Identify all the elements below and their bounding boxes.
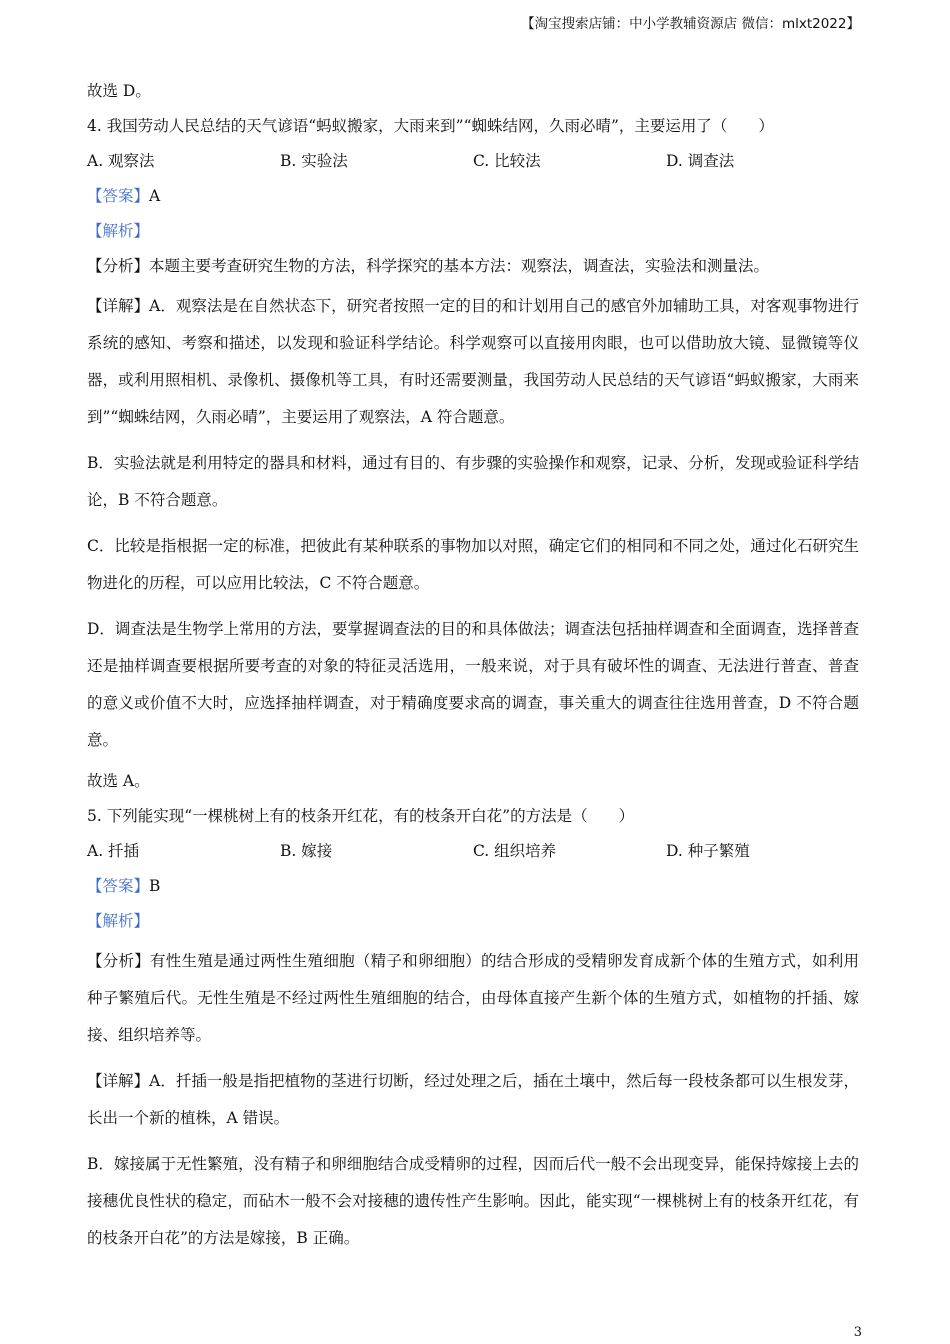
q5-detail-a xyxy=(87,1063,859,1137)
q4-option-a: A. 观察法 xyxy=(87,152,155,170)
q4-detail-d: D．调查法是生物学上常用的方法，要掌握调查法的目的和具体做法；调查法包括抽样调查和全面调查，选择普查还是抽样调查要根据所要考查的对象的特征灵活选用，一般来说，对于具有破坏性的调查、无法进行普查、普查的意义或价值不大时，应选择抽样调查，对于精确度要求高的调查，事关重大的调查往往选用普查，D 不符合题意。 xyxy=(87,620,859,749)
q5-option-b: B. 嫁接 xyxy=(280,842,333,860)
q5-option-c: C. 组织培养 xyxy=(473,842,557,860)
q4-answer xyxy=(87,183,859,209)
page-number: 3 xyxy=(853,1325,862,1340)
q5-stem: 5. 下列能实现“一棵桃树上有的枝条开红花，有的枝条开白花”的方法是（ ） xyxy=(87,807,635,825)
q4-option-d: D. 调查法 xyxy=(666,152,735,170)
fenxi-text: 本题主要考查研究生物的方法，科学探究的基本方法：观察法，调查法，实验法和测量法。 xyxy=(149,257,770,275)
q4-analysis-tag: 【解析】 xyxy=(87,222,150,240)
document-body xyxy=(87,78,859,1266)
q4-conclusion: 故选 A。 xyxy=(87,772,150,790)
xiangjie-tag: 【详解】 xyxy=(87,297,150,315)
detail-text: A．扦插一般是指把植物的茎进行切断，经过处理之后，插在土壤中，然后每一段枝条都可以生根发芽，长出一个新的植株，A 错误。 xyxy=(87,1072,859,1127)
answer-value: A xyxy=(149,187,161,205)
q5-options xyxy=(87,838,859,864)
q4-option-c: C. 比较法 xyxy=(473,152,541,170)
q4-fenxi xyxy=(87,253,859,279)
q5-option-d: D. 种子繁殖 xyxy=(666,842,750,860)
q4-stem: 4. 我国劳动人民总结的天气谚语“蚂蚁搬家，大雨来到”“蜘蛛结网，久雨必晴”，主要运用了（ ） xyxy=(87,117,774,135)
q4-option-b: B. 实验法 xyxy=(280,152,348,170)
answer-tag: 【答案】 xyxy=(87,187,150,205)
q4-detail-b: B．实验法就是利用特定的器具和材料，通过有目的、有步骤的实验操作和观察，记录、分析，发现或验证科学结论，B 不符合题意。 xyxy=(87,454,859,509)
q5-answer xyxy=(87,873,859,899)
detail-text: A．观察法是在自然状态下，研究者按照一定的目的和计划用自己的感官外加辅助工具，对客观事物进行系统的感知、考察和描述，以发现和验证科学结论。科学观察可以直接用肉眼，也可以借助放大镜、显微镜等仪器，或利用照相机、录像机、摄像机等工具，有时还需要测量，我国劳动人民总结的天气谚语“蚂蚁搬家，大雨来到”“蜘蛛结网，久雨必晴”，主要运用了观察法，A 符合题意。 xyxy=(87,297,859,426)
answer-tag: 【答案】 xyxy=(87,877,150,895)
q5-fenxi xyxy=(87,943,859,1054)
q5-analysis-tag: 【解析】 xyxy=(87,912,150,930)
page-header: 【淘宝搜索店铺：中小学教辅资源店 微信：mlxt2022】 xyxy=(521,16,860,32)
fenxi-tag: 【分析】 xyxy=(87,257,150,275)
q3-conclusion: 故选 D。 xyxy=(87,82,151,100)
answer-value: B xyxy=(149,877,161,895)
fenxi-tag: 【分析】 xyxy=(87,952,151,970)
q5-option-a: A. 扦插 xyxy=(87,842,140,860)
q4-detail-a xyxy=(87,288,859,436)
xiangjie-tag: 【详解】 xyxy=(87,1072,150,1090)
fenxi-text: 有性生殖是通过两性生殖细胞（精子和卵细胞）的结合形成的受精卵发育成新个体的生殖方式，如利用种子繁殖后代。无性生殖是不经过两性生殖细胞的结合，由母体直接产生新个体的生殖方式，如植物的扦插、嫁接、组织培养等。 xyxy=(87,952,859,1044)
q4-detail-c: C．比较是指根据一定的标准，把彼此有某种联系的事物加以对照，确定它们的相同和不同之处，通过化石研究生物进化的历程，可以应用比较法，C 不符合题意。 xyxy=(87,537,859,592)
q5-detail-b: B．嫁接属于无性繁殖，没有精子和卵细胞结合成受精卵的过程，因而后代一般不会出现变异，能保持嫁接上去的接穗优良性状的稳定，而砧木一般不会对接穗的遗传性产生影响。因此，能实现“一棵桃树上有的枝条开红花，有的枝条开白花”的方法是嫁接，B 正确。 xyxy=(87,1155,859,1247)
q4-options xyxy=(87,148,859,174)
